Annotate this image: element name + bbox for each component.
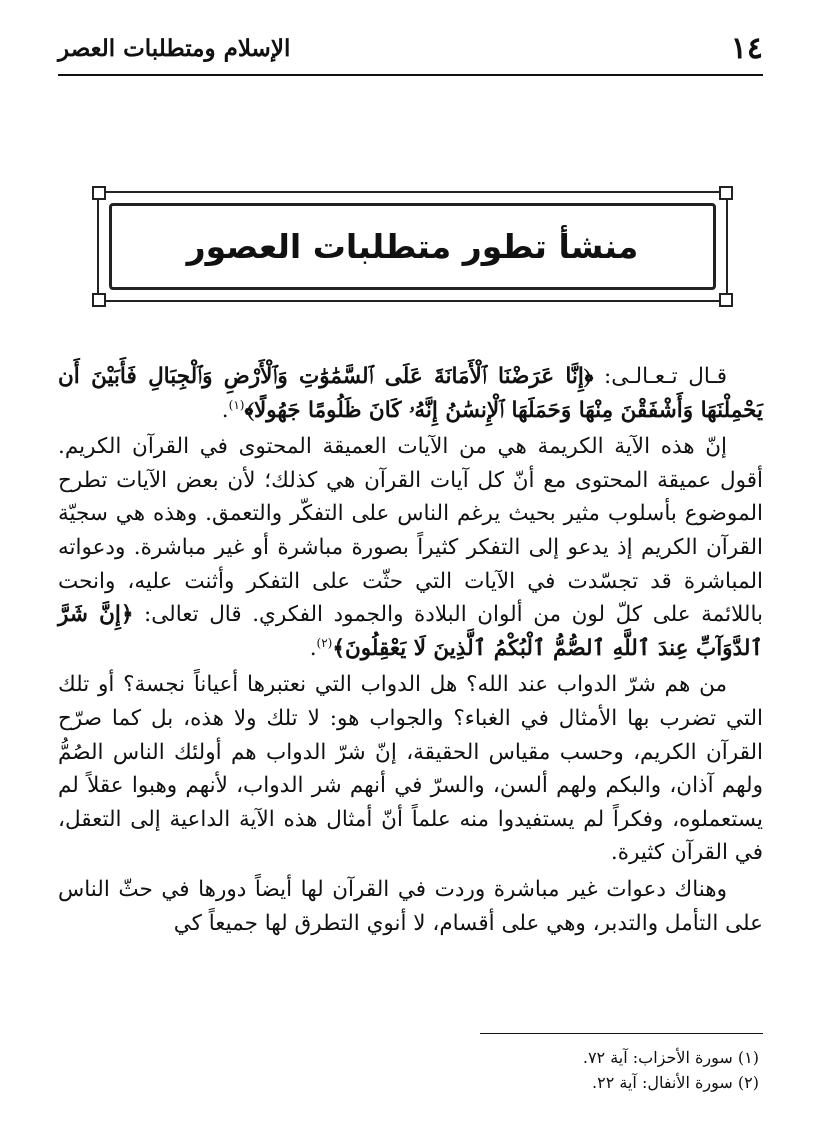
paragraph-4 xyxy=(58,873,763,940)
paragraph-2 xyxy=(58,430,763,665)
frame-corner-ornament xyxy=(719,293,733,307)
footnote-1: (١) سورة الأحزاب: آية ٧٢. xyxy=(582,1048,759,1067)
paragraph-1 xyxy=(58,360,763,427)
footnote-ref: (٢) xyxy=(316,635,333,650)
header-divider xyxy=(58,74,763,76)
section-title-inner-frame xyxy=(109,203,716,290)
frame-corner-ornament xyxy=(92,293,106,307)
body-text xyxy=(58,360,763,943)
frame-corner-ornament xyxy=(92,186,106,200)
paragraph-text: وهناك دعوات غير مباشرة وردت في القرآن لها أيضاً دورها في حثّ الناس على التأمل والتدبر، وهي على أقسام، لا أنوي التطرق لها جميعاً كي xyxy=(58,876,763,936)
footnotes xyxy=(583,1045,759,1095)
sentence-end: . xyxy=(221,397,229,423)
sentence-end: . xyxy=(309,635,317,661)
footnote-2: (٢) سورة الأنفال: آية ٢٢. xyxy=(592,1073,759,1092)
paragraph-text: إنّ هذه الآية الكريمة هي من الآيات العميقة المحتوى في القرآن الكريم. أقول عميقة المحتوى مع أنّ كل آيات القرآن هي كذلك؛ لأن بعض الآيات تطرح الموضوع بأسلوب مثير بحيث يرغم الناس على التفكّر والتعمق. وهذه هي سجيّة القرآن الكريم إذ يدعو إلى التفكر كثيراً بصورة مباشرة أو غير مباشرة. ودعواته المباشرة قد تجسّدت في الآيات التي حثّت على التفكر وأثنت عليه، وانحت باللائمة على كلّ لون من ألوان البلادة والجمود الفكري. قال تعالى: xyxy=(58,434,763,628)
running-title: الإسلام ومتطلبات العصر xyxy=(58,34,291,62)
section-title-frame xyxy=(97,191,728,302)
quran-verse: ﴿إِنَّ شَرَّ ٱلدَّوَآبِّ عِندَ ٱللَّهِ ٱلصُّمُّ ٱلْبُكْمُ ٱلَّذِينَ لَا يَعْقِلُونَ﴾ xyxy=(58,602,763,661)
footnote-divider xyxy=(480,1033,763,1034)
quote-lead: قـال تـعـالـى: xyxy=(593,364,727,389)
page-number: ١٤ xyxy=(730,30,763,66)
page-header xyxy=(58,26,763,70)
section-title: منشأ تطور متطلبات العصور xyxy=(186,227,639,266)
footnote-ref: (١) xyxy=(228,397,245,412)
paragraph-3 xyxy=(58,668,763,870)
frame-corner-ornament xyxy=(719,186,733,200)
paragraph-text: من هم شرّ الدواب عند الله؟ هل الدواب التي نعتبرها أعياناً نجسة؟ أو تلك التي تضرب بها الأمثال في الغباء؟ والجواب هو: لا تلك ولا هذه، بل كما صرّح القرآن الكريم، وحسب مقياس الحقيقة، إنّ شرّ الدواب هم أولئك الناس الصُمُّ ولهم آذان، والبكم ولهم ألسن، والسرّ في أنهم شر الدواب، لأنهم وهبوا عقلاً لم يستعملوه، وفكراً لم يستفيدوا منه علماً أنّ أمثال هذه الآية الداعية إلى التعقل، في القرآن كثيرة. xyxy=(58,672,763,866)
quran-verse: ﴿إِنَّا عَرَضْنَا ٱلْأَمَانَةَ عَلَى ٱلسَّمَٰوَٰتِ وَٱلْأَرْضِ وَٱلْجِبَالِ فَأَبَيْنَ أَن يَحْمِلْنَهَا وَأَشْفَقْنَ مِنْهَا وَحَمَلَهَا ٱلْإِنسَٰنُ إِنَّهُۥ كَانَ ظَلُومًا جَهُولًا﴾ xyxy=(58,364,763,423)
